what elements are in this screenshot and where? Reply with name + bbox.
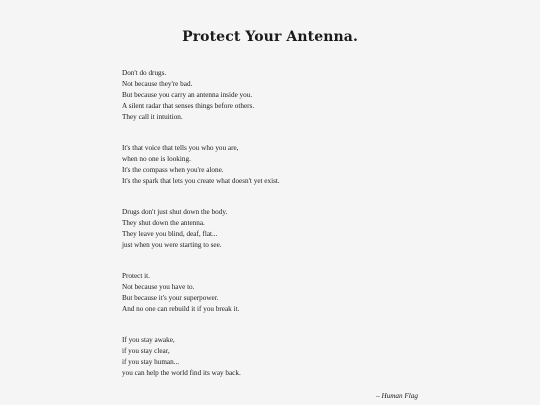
poem-line: just when you were starting to see. (122, 241, 222, 249)
poem-line: when no one is looking. (122, 155, 191, 163)
poem-line: Drugs don't just shut down the body. (122, 208, 228, 216)
poem-line: If you stay awake, (122, 336, 175, 344)
poem-line: It's the compass when you're alone. (122, 166, 224, 174)
poem-line: It's the spark that lets you create what doesn't yet exist. (122, 177, 280, 185)
poem-line: They shut down the antenna. (122, 219, 205, 227)
stanza-2 (122, 143, 442, 187)
poem-line: Protect it. (122, 272, 150, 280)
poem-line: Not because you have to. (122, 283, 195, 291)
poem-line: They call it intuition. (122, 113, 183, 121)
poem-line: But because you carry an antenna inside you. (122, 91, 253, 99)
poem-line: It's that voice that tells you who you are, (122, 144, 239, 152)
stanza-1 (122, 68, 442, 123)
poem-line: They leave you blind, deaf, flat... (122, 230, 218, 238)
poem-line: if you stay clear, (122, 347, 170, 355)
document-title: Protect Your Antenna. (182, 29, 358, 45)
poem-line: And no one can rebuild it if you break it. (122, 305, 240, 313)
author-signature: – Human Flag (376, 392, 418, 400)
poem-body (122, 68, 442, 379)
stanza-5 (122, 335, 442, 379)
poem-line: A silent radar that senses things before others. (122, 102, 255, 110)
poem-line: But because it's your superpower. (122, 294, 219, 302)
poem-line: you can help the world find its way back. (122, 369, 241, 377)
stanza-4 (122, 271, 442, 315)
stanza-3 (122, 207, 442, 251)
poem-line: Don't do drugs. (122, 69, 167, 77)
poem-line: if you stay human... (122, 358, 180, 366)
poem-line: Not because they're bad. (122, 80, 193, 88)
